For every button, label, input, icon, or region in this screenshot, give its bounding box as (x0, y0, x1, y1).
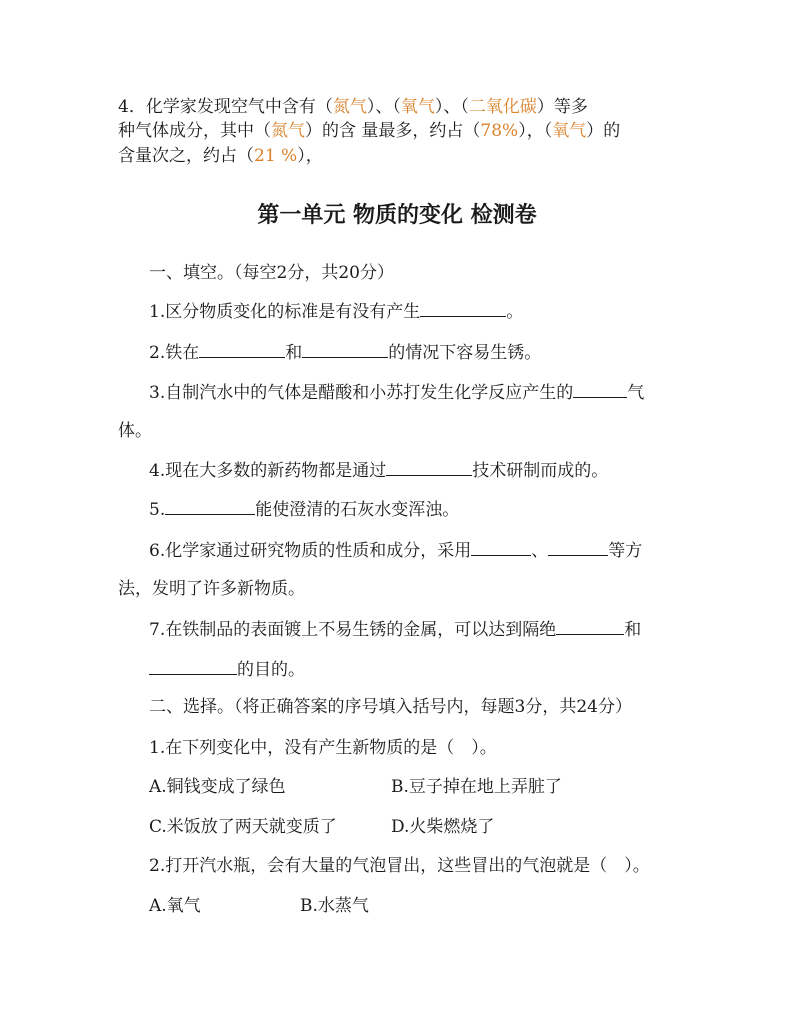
question-text: 、 (531, 541, 549, 561)
question-1-1 (149, 300, 523, 323)
question-1-5 (149, 498, 459, 521)
question-text: 3.自制汽水中的气体是醋酸和小苏打发生化学反应产生的 (149, 383, 574, 403)
question-1-6 (149, 539, 642, 562)
question-text: 6.化学家通过研究物质的性质和成分，采用 (149, 541, 472, 561)
question-1-2 (149, 341, 541, 364)
answer-text: 21 % (254, 146, 298, 166)
answer-blank[interactable] (149, 658, 237, 675)
intro-text: ）的 (586, 121, 621, 141)
question-text: 2.铁在 (149, 343, 200, 363)
answer-blank[interactable] (302, 341, 388, 358)
intro-text: 含量次之，约占（ (118, 146, 254, 166)
answer-blank[interactable] (471, 539, 531, 556)
question-text: 技术研制而成的。 (472, 461, 609, 481)
question-2-1: 1.在下列变化中，没有产生新物质的是（ ）。 (149, 738, 497, 758)
answer-text: 氮气 (271, 121, 305, 141)
answer-text: 78% (480, 121, 519, 141)
option-b[interactable]: B.水蒸气 (300, 896, 369, 916)
intro-text: ）、（ (366, 97, 401, 117)
answer-blank[interactable] (548, 539, 608, 556)
answer-blank[interactable] (386, 459, 472, 476)
intro-text: ）等多 (536, 97, 588, 117)
answer-blank[interactable] (573, 381, 627, 398)
question-text: 和 (285, 343, 303, 363)
question-1-4 (149, 459, 608, 482)
intro-line-2 (118, 120, 620, 142)
question-2-2: 2.打开汽水瓶，会有大量的气泡冒出，这些冒出的气泡就是（ ）。 (149, 856, 650, 876)
intro-text: 4．化学家发现空气中含有（ (118, 97, 333, 117)
section-1-heading: 一、填空。（每空2分，共20分） (149, 263, 394, 283)
question-text: 的目的。 (237, 660, 305, 680)
answer-text: 氮气 (332, 97, 367, 117)
intro-text: 种气体成分，其中（ (118, 121, 271, 141)
question-text: 5. (149, 500, 166, 520)
option-c[interactable]: C.米饭放了两天就变质了 (149, 817, 337, 837)
option-b[interactable]: B.豆子掉在地上弄脏了 (391, 777, 562, 797)
option-d[interactable]: D.火柴燃烧了 (391, 817, 495, 837)
answer-blank[interactable] (199, 341, 285, 358)
option-a[interactable]: A.铜钱变成了绿色 (149, 777, 286, 797)
page-title: 第一单元 物质的变化 检测卷 (257, 203, 537, 228)
question-text: 气 (627, 383, 645, 403)
answer-text: 二氧化碳 (468, 97, 537, 117)
intro-line-1 (118, 96, 588, 118)
answer-text: 氧气 (552, 121, 587, 141)
intro-text: ）的含 量最多，约占（ (305, 121, 481, 141)
intro-line-3 (118, 145, 323, 167)
question-text: 能使澄清的石灰水变浑浊。 (255, 500, 460, 520)
intro-text: ）、（ (434, 97, 469, 117)
question-text: 的情况下容易生锈。 (388, 343, 542, 363)
question-text: 4.现在大多数的新药物都是通过 (149, 461, 387, 481)
question-text: 1.区分物质变化的标准是有没有产生 (149, 302, 421, 322)
question-text: 7.在铁制品的表面镀上不易生锈的金属，可以达到隔绝 (149, 620, 557, 640)
answer-blank[interactable] (165, 498, 255, 515)
question-1-7-continued (149, 658, 305, 681)
answer-text: 氧气 (400, 97, 435, 117)
section-2-heading: 二、选择。（将正确答案的序号填入括号内，每题3分，共24分） (149, 697, 632, 717)
intro-text: ）， (297, 146, 323, 166)
answer-blank[interactable] (420, 300, 506, 317)
question-text: 等方 (608, 541, 643, 561)
question-1-3 (149, 381, 644, 404)
question-1-3-continued: 体。 (118, 421, 152, 441)
intro-text: ），（ (518, 121, 553, 141)
question-text: 和 (624, 620, 642, 640)
question-1-7 (149, 618, 641, 641)
answer-blank[interactable] (556, 618, 624, 635)
question-text: 。 (506, 302, 524, 322)
question-1-6-continued: 法，发明了许多新物质。 (118, 579, 305, 599)
option-a[interactable]: A.氧气 (149, 896, 201, 916)
